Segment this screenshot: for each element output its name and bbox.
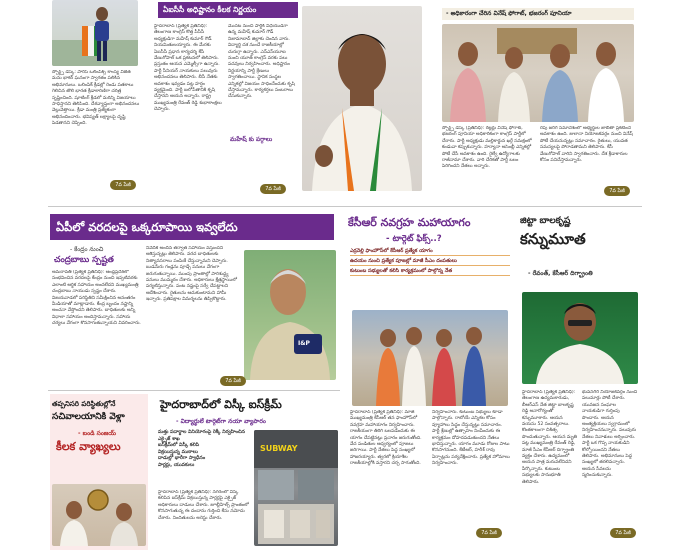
aicc-col-2: మొదట నుంచి పార్టీకి విధేయుడిగా ఉన్న మహేష్ కుమార్ గౌడ్ నిజామాబాద్ జిల్లాకు చెందిన వారు. విద్యార్థి దశ నుంచే రాజకీయాల్లో చురుగ్గా ఉన్నారు. ఎన్ఎస్‌యూఐ నుంచి యూత్ కాంగ్రెస్ వరకు పలు పదవులు నిర్వహించారు. అధిష్టానం నిర్ణయాన్ని పార్టీ శ్రేణులు స్వాగతించాయి. స్థానిక సంస్థల ఎన్నికల్లో విజయం సాధించేందుకు కృషి చేస్తామన్నారు. కార్యకర్తలు సంబరాలు చేసుకున్నారు.	[228, 24, 295, 100]
vinesh-col-2: రేపు జరిగే సమావేశంలో అభ్యర్థుల జాబితా ప్రకటించే అవకాశం ఉంది. జులానా నియోజకవర్గం నుంచి వినేష్ పోటీ చేయనున్నట్లు సమాచారం. రైతులు, యువత సమస్యలపై పోరాడతామని తెలిపారు. కేసీ వేణుగోపాల్ వారిని స్వాగతించారు. దేశ క్రీడాకారుల కోసం పనిచేస్తామన్నారు.	[540, 126, 633, 164]
whisky-sub: - విద్యార్థులే టార్గెట్‌గా నయా వ్యాపారం	[176, 418, 266, 425]
manu-bhaker-story	[50, 0, 140, 190]
athlete-figure	[52, 0, 138, 66]
wrestlers-group-photo	[442, 24, 634, 122]
manu-bhaker-body: స్పోర్ట్స్ డెస్క్: పారిస్ ఒలింపిక్స్ కాంస్య విజేత మను భాకర్ ఘనంగా స్వాగతం పలికిన అభిమానులు. ఒలింపిక్ క్రీడల్లో రెండు పతకాలు గెలిచిన తొలి భారత క్రీడాకారిణిగా చరిత్ర సృష్టించింది. షూటింగ్ క్రీడలో మరిన్ని విజయాలు సాధిస్తానని తెలిపింది. దేశవ్యాప్తంగా అభినందనలు వెల్లువెత్తాయి. క్రీడా మంత్రి ప్రత్యేకంగా అభినందించారు. భవిష్యత్ లక్ష్యాలపై దృష్టి పెడతానని చెప్పింది.	[52, 70, 140, 127]
kcr-yagam-photo	[352, 310, 508, 406]
aicc-headline-text: ఏఐసీసీ అధిష్టానం కీలక నిర్ణయం	[163, 5, 257, 14]
kcr-yagam-col-1: హైదరాబాద్ (ప్రత్యేక ప్రతినిధి): మాజీ ముఖ్యమంత్రి కేసీఆర్ తన ఫాంహౌస్‌లో నవగ్రహ మహాయాగం నిర్వహించారు. రాజకీయంగా తిరిగి బలపడేందుకు ఈ యాగం చేపట్టినట్లు ప్రచారం జరుగుతోంది. వేద పండితుల ఆధ్వర్యంలో పూజలు జరిగాయి. పార్టీ నేతలు పెద్ద సంఖ్యలో హాజరయ్యారు. త్వరలో క్రియాశీల రాజకీయాల్లోకి వస్తారని చర్చ సాగుతోంది.	[350, 410, 422, 467]
ap-floods-headline	[50, 214, 334, 240]
row-divider-2	[48, 390, 340, 391]
bandi-sanjay-figures	[52, 484, 146, 546]
jitta-story	[518, 214, 642, 540]
ap-floods-col-1: అమరావతి (ప్రత్యేక ప్రతినిధి): ఆంధ్రప్రదేశ్‌లో సంభవించిన వరదలపై కేంద్రం నుంచి ఇప్పటివరకు ఎలాంటి ఆర్థిక సహాయం అందలేదని ముఖ్యమంత్రి చంద్రబాబు నాయుడు స్పష్టం చేశారు. విజయవాడలో పరిస్థితిని సమీక్షించిన అనంతరం మీడియాతో మాట్లాడారు. కేంద్ర బృందం నష్టాన్ని అంచనా వేస్తోందని తెలిపారు. బాధితులకు అన్ని విధాలా సహాయం అందిస్తామన్నారు. సహాయ చర్యలు వేగంగా కొనసాగుతున్నాయని వివరించారు.	[52, 270, 141, 327]
jitta-col-2: భువనగిరి నియోజకవర్గం నుంచి పలుమార్లు పోటీ చేశారు. యువజన సంఘాల నాయకుడిగా గుర్తింపు పొందారు. ఆయన అంత్యక్రియలు స్వగ్రామంలో నిర్వహించనున్నారు. పలువురు నేతలు నివాళులు అర్పించారు. పార్టీ ఒక గొప్ప నాయకుడిని కోల్పోయిందని నేతలు తెలిపారు. అభిమానులు పెద్ద సంఖ్యలో తరలివచ్చారు. ఆయన సేవలను స్మరించుకున్నారు.	[582, 390, 638, 479]
emergency-line-1: తప్పనిసరి పరిస్థితుల్లోనే	[52, 400, 116, 408]
kcr-yagam-figures	[352, 310, 508, 406]
vinesh-banner: - అధికారంగా చేరిన వినేష్ ఫోగాట్, భజరంగ్ పూనియా	[442, 8, 634, 20]
emergency-line-2: సచివాలయానికి వెళ్లా	[52, 412, 125, 422]
jitta-portrait	[522, 292, 638, 384]
aicc-continued-pill[interactable]: 7వ పేజీ	[260, 184, 286, 194]
ap-floods-col-2: నివేదిక అందిన తర్వాత సహాయం వస్తుందని ఆశిస్తున్నట్లు తెలిపారు. వరద బాధితులకు నిత్యావసరాలు పంపిణీ చేస్తున్నామని చెప్పారు. బుడమేరు గండ్లను పూడ్చే పనులు వేగంగా జరుగుతున్నాయి. ముంపు ప్రాంతాల్లో పారిశుద్ధ్య పనులు ముమ్మరం చేశారు. అధికారులు క్షేత్రస్థాయిలో పర్యటిస్తున్నారు. పంట నష్టంపై సర్వే చేపట్టాలని ఆదేశించారు. రైతులను ఆదుకుంటామని హామీ ఇచ్చారు. ప్రతిపక్షాల విమర్శలను తిప్పికొట్టారు.	[146, 246, 237, 303]
jitta-sub: - రేవంత్, కేసీఆర్ దిగ్భ్రాంతి	[528, 270, 593, 277]
chandrababu-photo	[244, 250, 336, 380]
athlete-photo	[52, 0, 138, 66]
whisky-bullet-3: ఐస్‌క్రీమ్‌లో విస్కీ కలిపి	[158, 443, 200, 448]
shop-sign: SUBWAY	[260, 444, 298, 453]
kcr-bullet-2: ఉదయం నుంచి ప్రత్యేక పూజల్లో మాజీ సీఎం దంపతులు	[350, 258, 510, 266]
whisky-body: హైదరాబాద్ (ప్రత్యేక ప్రతినిధి): నగరంలో విస్కీ కలిపిన ఐస్‌క్రీమ్ విక్రయిస్తున్న పార్లర్లపై ఎక్సైజ్ అధికారులు దాడులు చేశారు. జూబ్లీహిల్స్ ప్రాంతంలో కొనసాగుతున్న ఈ దందాను గుర్తించి కేసు నమోదు చేశారు. నిందితులను అరెస్టు చేశారు.	[158, 490, 249, 521]
kcr-yagam-target: - టార్గెట్ ఫిక్స్..?	[386, 234, 442, 244]
icecream-shop-photo	[254, 430, 338, 546]
emergency-statement	[50, 394, 148, 550]
kcr-continued-pill[interactable]: 7వ పేజీ	[476, 528, 502, 538]
kcr-bullet-3: కుటుంబ సభ్యులతో కలిసి కార్యక్రమంలో పాల్గొన్న నేత	[350, 268, 510, 276]
vinesh-story	[438, 0, 638, 195]
mic-label: I&P	[298, 340, 310, 347]
whisky-bullet-2: ఎక్సైజ్ శాఖ	[158, 436, 180, 442]
ap-floods-continued-pill[interactable]: 7వ పేజీ	[220, 376, 246, 386]
whisky-icecream-story	[154, 394, 340, 550]
aicc-caption: మహేష్ కు పగ్గాలు	[230, 136, 273, 143]
emergency-line-3: కీలక వ్యాఖ్యలు	[56, 440, 121, 453]
wrestlers-figures	[442, 24, 634, 122]
aicc-col-1: హైదరాబాద్ (ప్రత్యేక ప్రతినిధి): తెలంగాణ కాంగ్రెస్ కొత్త పీసీసీ అధ్యక్షుడిగా మహేష్ కుమార్ గౌడ్ నియమితులయ్యారు. ఈ మేరకు ఏఐసీసీ ప్రధాన కార్యదర్శి కేసీ వేణుగోపాల్ ఒక ప్రకటనలో తెలిపారు. ప్రస్తుతం ఆయన ఎమ్మెల్సీగా ఉన్నారు. పార్టీ సీనియర్ నాయకులు పలువురు అభినందనలు తెలిపారు. బీసీ నేతకు అవకాశం ఇవ్వడం పట్ల హర్షం వ్యక్తమైంది. పార్టీ బలోపేతానికి కృషి చేస్తానని ఆయన అన్నారు. రాష్ట్ర ముఖ్యమంత్రి రేవంత్ రెడ్డి శుభాకాంక్షలు చెప్పారు.	[154, 24, 222, 113]
ap-floods-sub1: - కేంద్రం నుంచి	[70, 246, 104, 253]
whisky-bullet-5: దాడుల్లో భారీగా స్వాధీనం	[158, 456, 206, 461]
row-divider-1	[48, 206, 642, 207]
bandi-sanjay-photo	[52, 484, 146, 546]
jitta-continued-pill[interactable]: 7వ పేజీ	[610, 528, 636, 538]
vinesh-continued-pill[interactable]: 7వ పేజీ	[604, 186, 630, 196]
jitta-col-1: హైదరాబాద్ (ప్రత్యేక ప్రతినిధి): తెలంగాణ ఉద్యమకారుడు, బీఆర్ఎస్ నేత జిట్టా బాలకృష్ణ రెడ్డి అనారోగ్యంతో కన్నుమూశారు. ఆయన వయసు 52 సంవత్సరాలు. కొంతకాలంగా చికిత్స పొందుతున్నారు. ఆయన మృతి పట్ల ముఖ్యమంత్రి రేవంత్ రెడ్డి, మాజీ సీఎం కేసీఆర్ దిగ్భ్రాంతి వ్యక్తం చేశారు. ఉద్యమంలో ఆయన పాత్ర మరువలేనిదని పేర్కొన్నారు. కుటుంబ సభ్యులకు సానుభూతి తెలిపారు.	[522, 390, 578, 485]
kcr-yagam-headline: కేసీఆర్ నవగ్రహ మహాయాగం	[348, 216, 471, 229]
whisky-bullets	[158, 430, 250, 469]
whisky-bullet-4: విక్రయిస్తున్న ముఠాలు	[158, 449, 198, 455]
aicc-headline	[158, 2, 298, 18]
ap-floods-sub2: చంద్రబాబు స్పష్టత	[54, 255, 114, 265]
aicc-story	[150, 0, 428, 195]
kcr-yagam-col-2: నిర్వహించారు. కుటుంబ సభ్యులు కూడా పాల్గొన్నారు. రాబోయే ఎన్నికల కోసం వ్యూహాలు సిద్ధం చేస్తున్నట్లు సమాచారం. పార్టీ శ్రేణుల్లో ఉత్సాహం నింపేందుకు ఈ కార్యక్రమం దోహదపడుతుందని నేతలు భావిస్తున్నారు. యాగం మూడు రోజుల పాటు కొనసాగనుంది. కేటీఆర్, హరీశ్ రావు ఏర్పాట్లను పర్యవేక్షించారు. ప్రత్యేక హోమాలు నిర్వహించారు.	[432, 410, 510, 467]
whisky-bullet-6: పార్లర్లు, యువకులు	[158, 462, 195, 468]
jitta-headline-2: కన్నుమూత	[520, 230, 586, 248]
kcr-bullet-1: ఎర్రవెల్లి ఫాంహౌస్‌లో కేసీఆర్ ప్రత్యేక యాగం	[350, 248, 510, 256]
emergency-sub: - బండి సంజయ్	[78, 430, 117, 437]
jitta-headline-1: జిట్టా బాలకృష్ణ	[520, 216, 571, 226]
kcr-yagam-story	[346, 214, 514, 540]
whisky-headline: హైదరాబాద్‌లో విస్కీ ఐస్‌క్రీమ్	[160, 398, 282, 411]
jitta-figure	[522, 292, 638, 384]
politician-figure	[302, 6, 422, 191]
ap-floods-headline-text: ఏపీలో వరదలపై ఒక్కరూపాయి ఇవ్వలేదు	[56, 220, 238, 234]
ap-floods-story	[50, 214, 338, 386]
whisky-bullet-1: మత్తు పదార్థాల వినియోగంపై రెక్కీ నిర్వహించిన	[158, 430, 246, 435]
vinesh-col-1: స్పోర్ట్స్ డెస్క్ (ప్రతినిధి): రెజ్లర్లు వినేష్ ఫోగాట్, భజరంగ్ పూనియా అధికారికంగా కాంగ్రెస్ పార్టీలో చేరారు. పార్టీ అధ్యక్షుడు మల్లికార్జున ఖర్గే సమక్షంలో కండువా కప్పుకున్నారు. హర్యానా అసెంబ్లీ ఎన్నికల్లో పోటీ చేసే అవకాశం ఉంది. రైల్వే ఉద్యోగాలకు రాజీనామా చేశారు. వారి చేరికతో పార్టీ బలం పెరిగిందని నేతలు అన్నారు.	[442, 126, 532, 170]
politician-portrait	[302, 6, 422, 191]
chandrababu-figure	[244, 250, 336, 380]
continued-page-pill[interactable]: 7వ పేజీ	[110, 180, 136, 190]
